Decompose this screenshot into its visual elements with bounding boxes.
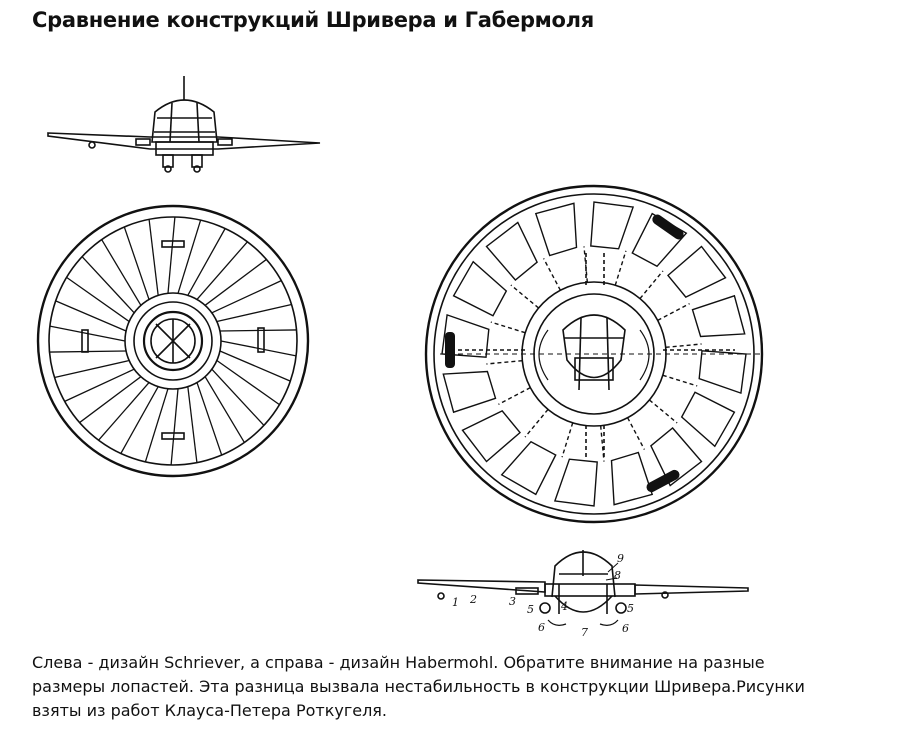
rotor-guide-line <box>498 388 530 405</box>
rotor-blade-line <box>121 387 158 454</box>
callout-label: 2 <box>470 593 477 606</box>
rotor-blade-line <box>102 240 141 306</box>
habermohl-top-view <box>426 186 762 522</box>
callout-label: 7 <box>581 626 588 639</box>
rotor-blade-line <box>212 369 264 425</box>
rotor-guide-line <box>658 304 690 321</box>
callout-label: 4 <box>561 600 568 613</box>
rotor-guide-line <box>663 375 697 386</box>
rotor-blade-line <box>217 304 292 321</box>
rotor-blade-line <box>67 277 130 321</box>
rotor-blade-panel <box>591 202 633 249</box>
rotor-blade-panel <box>555 459 597 506</box>
rotor-blade-panel <box>463 411 521 462</box>
rotor-blade-line <box>197 242 247 300</box>
rotor-guide-line <box>491 322 525 333</box>
rotor-blade-line <box>82 257 134 313</box>
rotor-blade-line <box>188 229 225 296</box>
rotor-blade-line <box>124 227 149 299</box>
page-title: Сравнение конструкций Шривера и Габермоля <box>32 8 594 32</box>
rotor-blade-panel <box>682 392 735 446</box>
rotor-blade-panel <box>443 372 495 413</box>
schriever-front-view <box>48 76 320 172</box>
rotor-guide-line <box>525 409 548 437</box>
callout-label: 8 <box>614 569 621 582</box>
rotor-blade-line <box>99 383 149 441</box>
disc-drawings-figure <box>0 60 921 645</box>
rotor-blade-line <box>145 389 168 462</box>
rotor-guide-line <box>649 400 677 423</box>
rotor-guide-line <box>666 344 702 347</box>
callout-label: 9 <box>617 552 624 565</box>
caption-line: Слева - дизайн Schriever, а справа - дизайн Habermohl. Обратите внимание на разные <box>32 653 765 672</box>
rotor-blade-line <box>178 220 201 293</box>
callout-label: 5 <box>527 603 534 616</box>
caption-line: размеры лопастей. Эта разница вызвала нестабильность в конструкции Шривера.Рисунки <box>32 677 805 696</box>
rotor-blade-line <box>197 383 222 455</box>
rotor-blade-line <box>168 217 175 293</box>
rotor-guide-line <box>615 251 626 285</box>
rotor-blade-line <box>188 387 197 463</box>
rotor-guide-line <box>640 271 663 299</box>
rotor-blade-panel <box>536 203 577 255</box>
rotor-blade-line <box>54 361 129 378</box>
callout-label: 6 <box>538 621 545 634</box>
rotor-guide-line <box>511 285 539 308</box>
rotor-blade-line <box>220 351 290 381</box>
rotor-blade-line <box>212 281 281 313</box>
rotor-blade-line <box>65 369 134 401</box>
callout-label: 1 <box>452 596 459 609</box>
figure-caption <box>32 651 902 723</box>
habermohl-side-view <box>418 550 748 625</box>
rotor-blade-line <box>171 389 178 465</box>
rotor-blade-line <box>149 219 158 295</box>
schriever-top-view <box>38 206 308 476</box>
rotor-blade-panel <box>693 296 745 337</box>
rotor-blade-line <box>80 377 141 423</box>
rotor-guide-line <box>486 361 522 364</box>
rotor-blade-line <box>205 259 266 305</box>
rotor-blade-panel <box>612 453 653 505</box>
rotor-blade-line <box>56 301 126 331</box>
rotor-blade-line <box>217 361 280 405</box>
rotor-guide-line <box>562 423 573 457</box>
rotor-blade-line <box>205 377 244 443</box>
callout-label: 5 <box>627 602 634 615</box>
callout-label: 6 <box>622 622 629 635</box>
rotor-blade-panel <box>487 223 538 281</box>
callout-label: 3 <box>509 595 516 608</box>
rotor-blade-panel <box>668 247 726 298</box>
rotor-blade-panel <box>454 262 507 316</box>
rotor-blade-panel <box>699 351 746 393</box>
rotor-guide-line <box>628 418 645 450</box>
caption-line: взяты из работ Клауса-Петера Роткугеля. <box>32 701 388 720</box>
rotor-blade-panel <box>502 442 556 495</box>
rotor-guide-line <box>544 258 561 290</box>
